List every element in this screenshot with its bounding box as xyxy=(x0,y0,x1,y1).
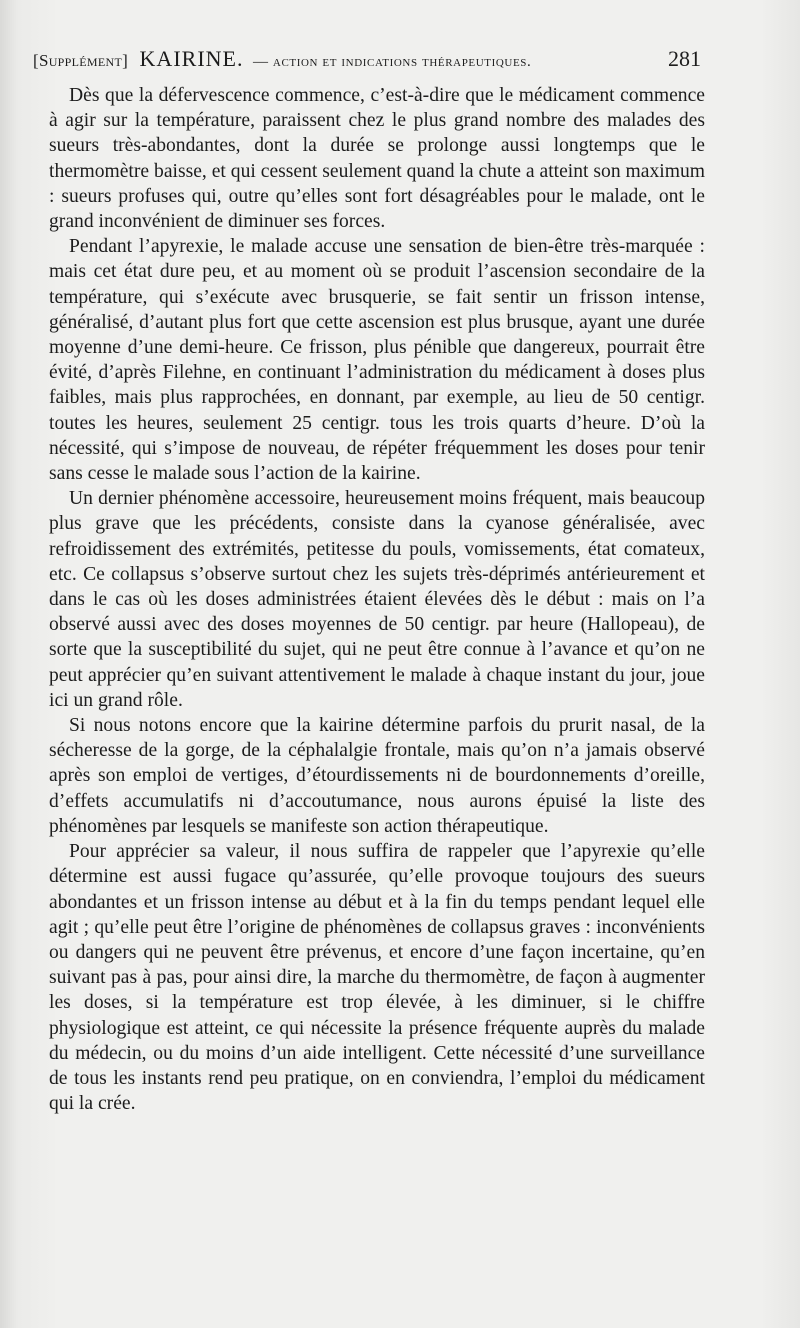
section-label: [Supplément] xyxy=(33,51,129,70)
paragraph: Un dernier phénomène accessoire, heureusement moins fréquent, mais beaucoup plus grave que les précédents, consiste dans la cyanose généralisée, avec refroidissement des extrémités, petitesse du pouls, vomissements, état comateux, etc. Ce collapsus s’observe surtout chez les sujets très-déprimés antérieurement et dans le cas où les doses administrées étaient élevées dès le début : mais on l’a observé aussi avec des doses moyennes de 50 centigr. par heure (Hallopeau), de sorte que la susceptibilité du sujet, qui ne peut être connue à l’avance et qu’on ne peut apprécier qu’en suivant attentivement le malade à chaque instant du jour, joue ici un grand rôle. xyxy=(49,488,705,711)
running-title xyxy=(33,44,531,77)
body-text xyxy=(49,83,705,1116)
paragraph: Pour apprécier sa valeur, il nous suffira de rappeler que l’apyrexie qu’elle détermine est aussi fugace qu’assurée, qu’elle provoque toujours des sueurs abondantes et un frisson intense au début et à la fin du temps pendant lequel elle agit ; qu’elle peut être l’origine de phénomènes de collapsus graves : inconvénients ou dangers qui ne peuvent être prévenus, et encore d’une façon incertaine, qu’en suivant pas à pas, pour ainsi dire, la marche du thermomètre, de façon à augmenter les doses, si la température est trop élevée, à les diminuer, si le chiffre physiologique est atteint, ce qui nécessite la présence fréquente auprès du malade du médecin, ou du moins d’un aide intelligent. Cette nécessité d’une surveillance de tous les instants rend peu pratique, on en conviendra, l’emploi du médicament qui la crée. xyxy=(49,841,705,1115)
chapter-title: KAIRINE. xyxy=(139,46,244,71)
paragraph: Pendant l’apyrexie, le malade accuse une sensation de bien-être très-marquée : mais cet état dure peu, et au moment où se produit l’ascension secondaire de la température, qui s’exécute avec brusquerie, se fait sentir un frisson intense, généralisé, d’autant plus fort que cette ascension est plus brusque, ayant une durée moyenne d’une demi-heure. Ce frisson, plus pénible que dangereux, pourrait être évité, d’après Filehne, en continuant l’administration du médicament à doses plus faibles, mais plus rapprochées, en donnant, par exemple, au lieu de 50 centigr. toutes les heures, seulement 25 centigr. tous les trois quarts d’heure. D’où la nécessité, qui s’impose de nouveau, de répéter fréquemment les doses pour tenir sans cesse le malade sous l’action de la kairine. xyxy=(49,236,705,485)
running-header xyxy=(33,44,701,74)
page-number: 281 xyxy=(668,46,701,71)
paragraph: Si nous notons encore que la kairine détermine parfois du prurit nasal, de la sécheresse de la gorge, de la céphalalgie frontale, mais qu’on n’a jamais observé après son emploi de vertiges, d’étourdissements ni de bourdonnements d’oreille, d’effets accumulatifs ni d’accoutumance, nous aurons épuisé la liste des phénomènes par lesquels se manifeste son action thérapeutique. xyxy=(49,715,705,837)
chapter-subtitle: — action et indications thérapeutiques. xyxy=(252,54,532,70)
paragraph: Dès que la défervescence commence, c’est-à-dire que le médicament commence à agir sur la température, paraissent chez le plus grand nombre des malades des sueurs très-abondantes, dont la durée se prolonge aussi longtemps que le thermomètre baisse, et qui cessent seulement quand la chute a atteint son maximum : sueurs profuses qui, outre qu’elles sont fort désagréables pour le malade, ont le grand inconvénient de diminuer ses forces. xyxy=(49,85,705,233)
